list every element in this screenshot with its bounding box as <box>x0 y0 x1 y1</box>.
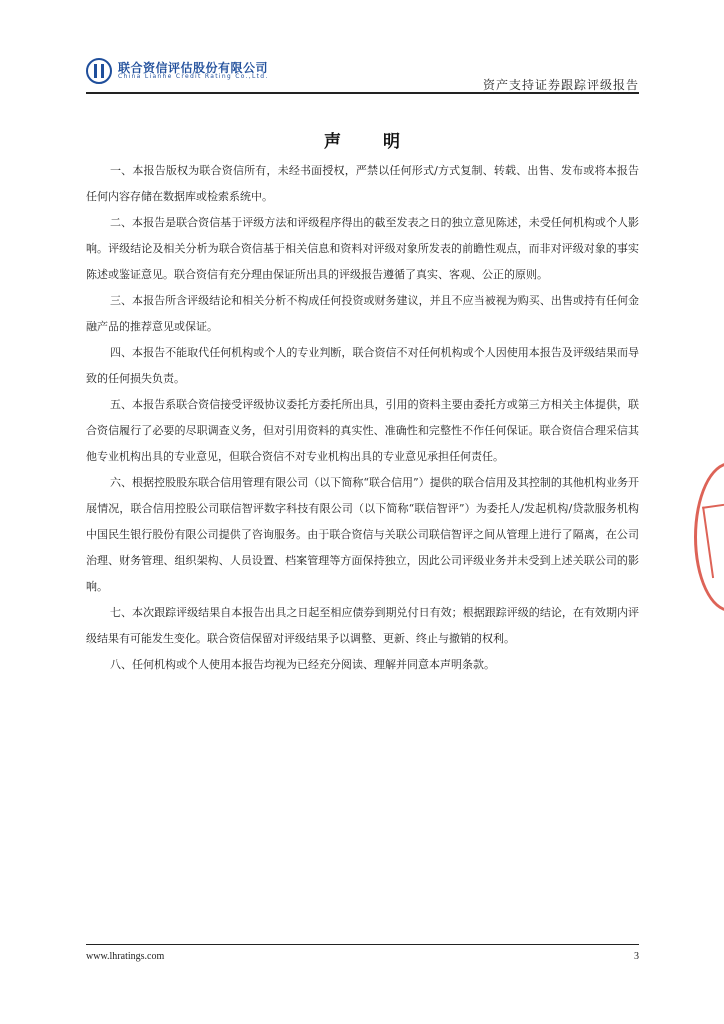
declaration-paragraph-3: 三、本报告所含评级结论和相关分析不构成任何投资或财务建议，并且不应当被视为购买、出售或持有任何金融产品的推荐意见或保证。 <box>86 294 639 333</box>
declaration-paragraph-1: 一、本报告版权为联合资信所有，未经书面授权，严禁以任何形式/方式复制、转载、出售、发布或将本报告任何内容存储在数据库或检索系统中。 <box>86 164 639 203</box>
logo-company-name-en: China Lianhe Credit Rating Co.,Ltd. <box>118 73 269 81</box>
page-number: 3 <box>634 951 639 962</box>
page-header <box>86 58 639 94</box>
report-type-title: 资产支持证券跟踪评级报告 <box>482 78 639 92</box>
declaration-body <box>86 158 639 678</box>
declaration-paragraph-7: 七、本次跟踪评级结果自本报告出具之日起至相应债券到期兑付日有效；根据跟踪评级的结论，在有效期内评级结果有可能发生变化。联合资信保留对评级结果予以调整、更新、终止与撤销的权利。 <box>86 606 639 645</box>
footer-website-link[interactable]: www.lhratings.com <box>86 951 165 962</box>
company-seal-stamp <box>694 462 724 612</box>
page-footer <box>86 944 639 962</box>
logo-company-name-cn: 联合资信评估股份有限公司 <box>118 60 269 75</box>
declaration-paragraph-8: 八、任何机构或个人使用本报告均视为已经充分阅读、理解并同意本声明条款。 <box>110 658 495 671</box>
header-divider <box>86 92 639 94</box>
footer-row <box>86 951 639 962</box>
declaration-paragraph-6: 六、根据控股股东联合信用管理有限公司（以下简称“联合信用”）提供的联合信用及其控制的其他机构业务开展情况，联合信用控股公司联信智评数字科技有限公司（以下简称“联信智评”）为委托人/发起机构/贷款服务机构中国民生银行股份有限公司提供了咨询服务。由于联合资信与关联公司联信智评之间从管理上进行了隔离，在公司治理、财务管理、组织架构、人员设置、档案管理等方面保持独立，因此公司评级业务并未受到上述关联公司的影响。 <box>86 476 639 593</box>
page-title: 声 明 <box>324 132 418 152</box>
stamp-mark <box>702 504 724 578</box>
declaration-paragraph-5: 五、本报告系联合资信接受评级协议委托方委托所出具，引用的资料主要由委托方或第三方相关主体提供，联合资信履行了必要的尽职调查义务，但对引用资料的真实性、准确性和完整性不作任何保证。联合资信合理采信其他专业机构出具的专业意见，但联合资信不对专业机构出具的专业意见承担任何责任。 <box>86 398 639 463</box>
footer-divider <box>86 944 639 945</box>
declaration-paragraph-4: 四、本报告不能取代任何机构或个人的专业判断，联合资信不对任何机构或个人因使用本报告及评级结果而导致的任何损失负责。 <box>86 346 639 385</box>
declaration-paragraph-2: 二、本报告是联合资信基于评级方法和评级程序得出的截至发表之日的独立意见陈述，未受任何机构或个人影响。评级结论及相关分析为联合资信基于相关信息和资料对评级对象所发表的前瞻性观点，而非对评级对象的事实陈述或鉴证意见。联合资信有充分理由保证所出具的评级报告遵循了真实、客观、公正的原则。 <box>86 216 639 281</box>
logo-text <box>118 62 269 81</box>
company-logo <box>86 58 269 84</box>
lianhe-logo-icon <box>86 58 112 84</box>
